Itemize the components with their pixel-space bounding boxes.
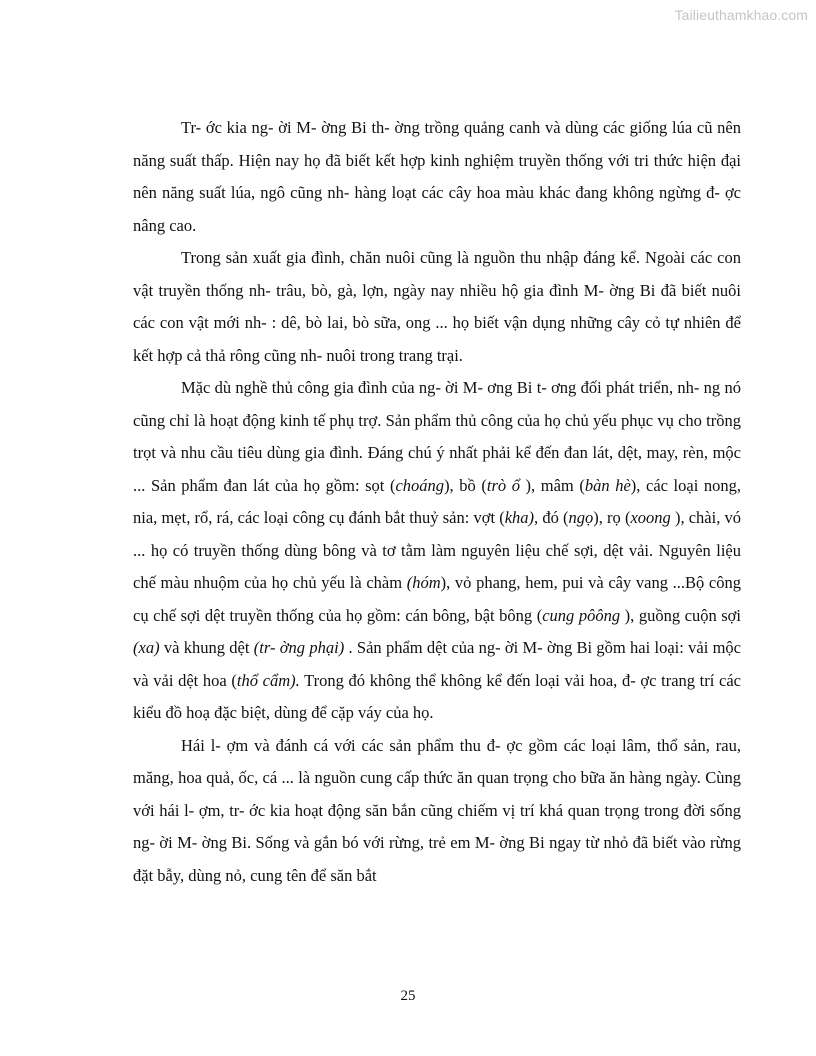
text-run: Mặc dù nghề thủ công gia đình của ng- ời M- ơng Bi t- ơng đối phát triển, nh- ng nó cũng chỉ là hoạt động kinh tế phụ trợ. Sản phẩm thủ công của họ chủ yếu phục vụ cho trồng trọt và nhu cầu tiêu dùng gia đình. Đáng chú ý nhất phải kể đến đan lát, dệt, may, rèn, mộc ... Sản phẩm đan lát của họ gồm: sọt ( [133, 378, 741, 495]
text-run: ), rọ ( [593, 508, 631, 527]
watermark-text: Tailieuthamkhao.com [674, 7, 808, 23]
italic-term: choáng [395, 475, 445, 495]
text-run: ), các loại nong, nia, mẹt, rổ, rá, các loại công cụ đánh bắt thuỷ sản: vợt ( [133, 475, 742, 527]
paragraph-2 [133, 242, 741, 372]
text-run: ), mâm ( [519, 475, 585, 495]
italic-term: xoong [630, 508, 671, 527]
italic-term: thổ cẩm). [236, 670, 300, 690]
italic-term: trò ổ [486, 475, 520, 495]
text-run: Trong đó không thể không kể đến loại vải hoa, đ- ợc trang trí các kiểu đồ hoạ đặc biệt, dùng để cặp váy của họ. [133, 670, 741, 722]
text-run: Hái l- ợm và đánh cá với các sản phẩm thu đ- ợc gồm các loại lâm, thổ sản, rau, măng, hoa quả, ốc, cá ... là nguồn cung cấp thức ăn quan trọng cho bữa ăn hàng ngày. Cùng với hái l- ợm, tr- ớc kia hoạt động săn bắn cũng chiếm vị trí khá quan trọng trong đời sống ng- ời M- ờng Bi. Sống và gắn bó với rừng, trẻ em M- ờng Bi ngay từ nhỏ đã biết vào rừng đặt bẫy, dùng nỏ, cung tên để săn bắt [133, 735, 741, 885]
italic-term: (xa) [133, 638, 160, 657]
text-run: Trong sản xuất gia đình, chăn nuôi cũng là nguồn thu nhập đáng kể. Ngoài các con vật truyền thống nh- trâu, bò, gà, lợn, ngày nay nhiều hộ gia đình M- ờng Bi đã biết nuôi các con vật mới nh- : dê, bò lai, bò sữa, ong ... họ biết vận dụng những cây cỏ tự nhiên để kết hợp cả thả rông cũng nh- nuôi trong trang trại. [133, 248, 741, 365]
paragraph-3 [133, 372, 741, 730]
text-run: ), vỏ phang, hem, pui và cây vang ...Bộ công cụ chế sợi dệt truyền thống của họ gồm: cán bông, bật bông ( [133, 573, 741, 625]
page-number: 25 [400, 988, 416, 1004]
italic-term: ngọ [568, 508, 594, 527]
italic-term: (hóm [406, 573, 441, 592]
text-run: . Sản phẩm dệt của ng- ời M- ờng Bi gồm hai loại: vải mộc và vải dệt hoa ( [133, 638, 741, 690]
paragraph-4 [133, 730, 741, 893]
text-run: đó ( [538, 508, 569, 527]
italic-term: kha), [504, 508, 539, 527]
italic-term: cung pôông [542, 605, 621, 625]
text-run: ), chài, vó ... họ có truyền thống dùng bông và tơ tằm làm nguyên liệu chế sợi, dệt vải. Nguyên liệu chế màu nhuộm của họ chủ yếu là chàm [133, 508, 742, 592]
italic-term: bàn hè [584, 475, 631, 495]
text-run: ), guồng cuộn sợi [620, 605, 741, 625]
text-run: Tr- ớc kia ng- ời M- ờng Bi th- ờng trồng quảng canh và dùng các giống lúa cũ nên năng suất thấp. Hiện nay họ đã biết kết hợp kinh nghiệm truyền thống với tri thức hiện đại nên năng suất lúa, ngô cũng nh- hàng loạt các cây hoa màu khác đang không ngừng đ- ợc nâng cao. [133, 118, 741, 235]
paragraph-1 [133, 112, 741, 242]
text-run: ), bồ ( [444, 475, 487, 495]
document-body [133, 112, 741, 892]
italic-term: (tr- ờng phại) [253, 638, 345, 657]
text-run: và khung dệt [159, 638, 254, 657]
